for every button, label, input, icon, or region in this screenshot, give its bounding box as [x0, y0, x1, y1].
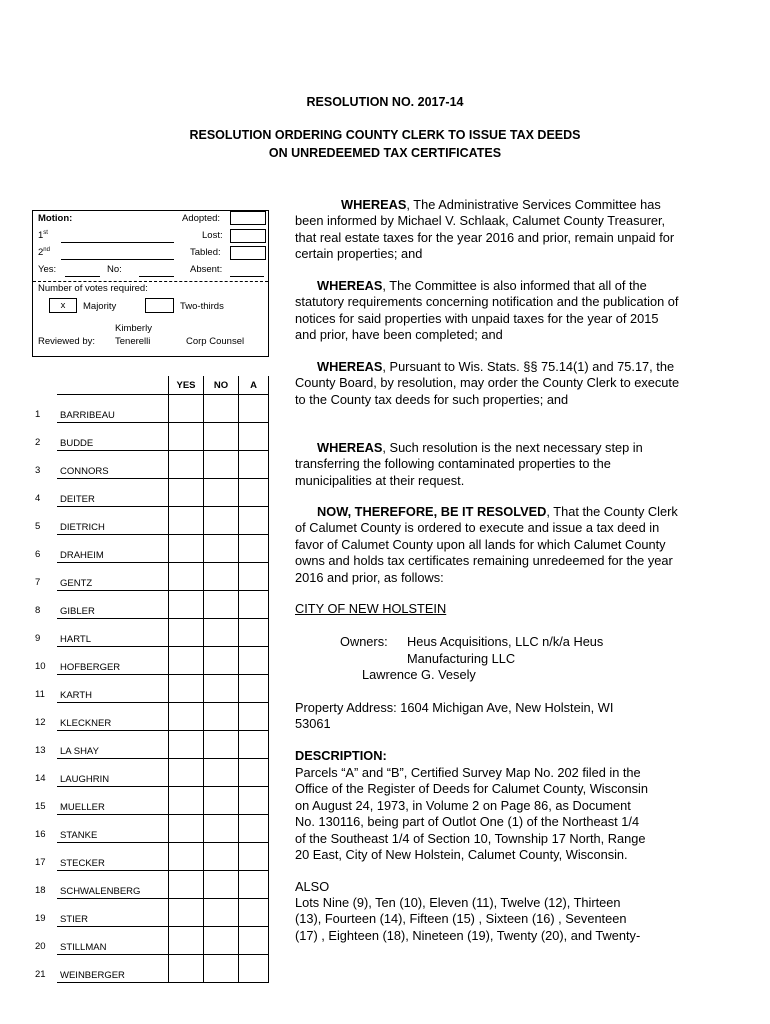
- also-text: Lots Nine (9), Ten (10), Eleven (11), Twelve (12), Thirteen (13), Fourteen (14), Fifteen (15) , Sixteen (16) , Seventeen (17) , Eighteen (18), Nineteen (19), Twenty (20), and Twenty-: [295, 895, 641, 943]
- absent-vote-cell[interactable]: [239, 619, 269, 647]
- member-name: BUDDE: [57, 438, 168, 451]
- adopted-label: Adopted:: [182, 213, 221, 224]
- absent-vote-cell[interactable]: [239, 535, 269, 563]
- member-name: GIBLER: [57, 606, 168, 619]
- table-row: [33, 815, 269, 843]
- member-number: 9: [35, 632, 41, 644]
- absent-vote-cell[interactable]: [239, 563, 269, 591]
- member-name: CONNORS: [57, 466, 168, 479]
- no-vote-cell[interactable]: [204, 675, 239, 703]
- motion-divider: [33, 281, 268, 282]
- absent-vote-cell[interactable]: [239, 843, 269, 871]
- member-name: HARTL: [57, 634, 168, 647]
- yes-vote-cell[interactable]: [169, 843, 204, 871]
- description-heading: DESCRIPTION:: [295, 748, 387, 763]
- absent-vote-cell[interactable]: [239, 395, 269, 423]
- absent-vote-cell[interactable]: [239, 871, 269, 899]
- resolution-title-line2: ON UNREDEEMED TAX CERTIFICATES: [268, 146, 502, 160]
- yes-vote-cell[interactable]: [169, 675, 204, 703]
- yes-vote-cell[interactable]: [169, 647, 204, 675]
- reviewer-name-line2: Tenerelli: [115, 336, 151, 347]
- member-name: LAUGHRIN: [57, 774, 168, 787]
- table-row: [33, 675, 269, 703]
- member-number: 17: [35, 856, 46, 868]
- no-vote-cell[interactable]: [204, 451, 239, 479]
- yes-line[interactable]: [65, 276, 100, 277]
- no-vote-cell[interactable]: [204, 591, 239, 619]
- member-name: WEINBERGER: [57, 970, 168, 983]
- absent-vote-cell[interactable]: [239, 507, 269, 535]
- member-number: 20: [35, 940, 46, 952]
- member-number: 3: [35, 464, 41, 476]
- yes-vote-cell[interactable]: [169, 423, 204, 451]
- yes-vote-cell[interactable]: [169, 787, 204, 815]
- table-row: [33, 703, 269, 731]
- absent-vote-cell[interactable]: [239, 675, 269, 703]
- absent-vote-cell[interactable]: [239, 759, 269, 787]
- description-text: Parcels “A” and “B”, Certified Survey Map No. 202 filed in the Office of the Register of Deeds for Calumet County, Wisconsin on August 24, 1973, in Volume 2 on Page 86, as Document No. 130116, being part of Outlot One (1) of the Northeast 1/4 of the Southeast 1/4 of Section 10, Township 17 North, Range 20 East, City of New Holstein, Calumet County, Wisconsin.: [295, 765, 649, 863]
- member-number: 4: [35, 492, 41, 504]
- no-vote-cell[interactable]: [204, 927, 239, 955]
- no-vote-cell[interactable]: [204, 955, 239, 983]
- lost-label: Lost:: [202, 230, 223, 241]
- table-row: [33, 759, 269, 787]
- member-name-cell: [57, 815, 169, 843]
- yes-vote-cell[interactable]: [169, 619, 204, 647]
- member-number: 15: [35, 800, 46, 812]
- member-name: STECKER: [57, 858, 168, 871]
- also-heading: ALSO: [295, 879, 330, 894]
- no-vote-cell[interactable]: [204, 731, 239, 759]
- member-number: 8: [35, 604, 41, 616]
- yes-vote-cell[interactable]: [169, 871, 204, 899]
- yes-vote-cell[interactable]: [169, 395, 204, 423]
- member-name: LA SHAY: [57, 746, 168, 759]
- no-header: NO: [204, 376, 239, 395]
- resolution-number: RESOLUTION NO. 2017-14: [306, 95, 464, 109]
- member-name-cell: [57, 395, 169, 423]
- member-name-cell: [57, 563, 169, 591]
- owners-label: Owners:: [340, 634, 388, 649]
- absent-line[interactable]: [230, 276, 264, 277]
- no-vote-cell[interactable]: [204, 759, 239, 787]
- absent-vote-cell[interactable]: [239, 647, 269, 675]
- member-number: 11: [35, 688, 45, 700]
- table-row: [33, 927, 269, 955]
- table-row: [33, 507, 269, 535]
- member-number: 7: [35, 576, 41, 588]
- member-name: DRAHEIM: [57, 550, 168, 563]
- member-number: 19: [35, 912, 46, 924]
- member-name-cell: [57, 619, 169, 647]
- yes-vote-cell[interactable]: [169, 731, 204, 759]
- yes-vote-cell[interactable]: [169, 703, 204, 731]
- member-number: 13: [35, 744, 46, 756]
- member-name-cell: [57, 787, 169, 815]
- member-name: SCHWALENBERG: [57, 886, 168, 899]
- corp-counsel-label: Corp Counsel: [186, 336, 245, 347]
- table-row: [33, 731, 269, 759]
- table-row: [33, 647, 269, 675]
- member-name-cell: [57, 871, 169, 899]
- table-row: [33, 423, 269, 451]
- member-name: GENTZ: [57, 578, 168, 591]
- yes-vote-cell[interactable]: [169, 899, 204, 927]
- member-name: MUELLER: [57, 802, 168, 815]
- first-line[interactable]: [61, 242, 174, 243]
- yes-vote-cell[interactable]: [169, 955, 204, 983]
- motion-box: [32, 210, 269, 357]
- member-name-cell: [57, 591, 169, 619]
- member-name: STANKE: [57, 830, 168, 843]
- member-name: KARTH: [57, 690, 168, 703]
- table-row: [33, 955, 269, 983]
- two-thirds-checkbox[interactable]: [145, 298, 174, 313]
- no-vote-cell[interactable]: [204, 563, 239, 591]
- city-heading: CITY OF NEW HOLSTEIN: [295, 601, 447, 616]
- absent-vote-cell[interactable]: [239, 479, 269, 507]
- vote-table: [33, 376, 269, 983]
- absent-header: A: [239, 376, 269, 395]
- member-name-cell: [57, 899, 169, 927]
- no-label: No:: [107, 264, 122, 275]
- table-row: [33, 619, 269, 647]
- table-row: [33, 843, 269, 871]
- owner-1-line2: Manufacturing LLC: [407, 651, 516, 666]
- second-line[interactable]: [61, 259, 174, 260]
- two-thirds-label: Two-thirds: [180, 301, 224, 312]
- absent-vote-cell[interactable]: [239, 423, 269, 451]
- yes-label: Yes:: [38, 264, 57, 275]
- no-vote-cell[interactable]: [204, 815, 239, 843]
- first-label: 1st: [38, 230, 48, 242]
- table-row: [33, 871, 269, 899]
- table-row: [33, 451, 269, 479]
- whereas-paragraph-3: WHEREAS, Pursuant to Wis. Stats. §§ 75.14(1) and 75.17, the County Board, by resolution, may order the County Clerk to execute to the County tax deeds for such properties; and: [295, 359, 680, 407]
- absent-vote-cell[interactable]: [239, 815, 269, 843]
- member-number: 1: [35, 408, 41, 420]
- member-name-cell: [57, 759, 169, 787]
- no-vote-cell[interactable]: [204, 423, 239, 451]
- absent-label: Absent:: [190, 264, 223, 275]
- member-name-cell: [57, 507, 169, 535]
- member-name-cell: [57, 703, 169, 731]
- no-vote-cell[interactable]: [204, 647, 239, 675]
- tabled-label: Tabled:: [190, 247, 221, 258]
- lost-field[interactable]: [230, 229, 266, 243]
- member-name-cell: [57, 535, 169, 563]
- member-name: STIER: [57, 914, 168, 927]
- owner-1-line1: Heus Acquisitions, LLC n/k/a Heus: [407, 634, 604, 649]
- resolved-paragraph: NOW, THEREFORE, BE IT RESOLVED, That the County Clerk of Calumet County is ordered to execute and issue a tax deed in favor of Calumet County upon all lands for which Calumet County owns and holds tax certificates remaining unredeemed for the year 2016 and prior, as follows:: [295, 504, 678, 585]
- whereas-paragraph-4: WHEREAS, Such resolution is the next necessary step in transferring the following contaminated properties to the municipalities at their request.: [295, 440, 643, 488]
- whereas-paragraph-1: WHEREAS, The Administrative Services Committee has been informed by Michael V. Schlaak, Calumet County Treasurer, that real estate taxes for the year 2016 and prior, remain unpaid for certain properties; and: [295, 197, 675, 262]
- member-number: 18: [35, 884, 46, 896]
- no-vote-cell[interactable]: [204, 899, 239, 927]
- member-number: 16: [35, 828, 46, 840]
- member-name-cell: [57, 675, 169, 703]
- yes-vote-cell[interactable]: [169, 479, 204, 507]
- absent-vote-cell[interactable]: [239, 703, 269, 731]
- yes-vote-cell[interactable]: [169, 815, 204, 843]
- absent-vote-cell[interactable]: [239, 451, 269, 479]
- member-name: DEITER: [57, 494, 168, 507]
- yes-vote-cell[interactable]: [169, 759, 204, 787]
- yes-header: YES: [169, 376, 204, 395]
- no-vote-cell[interactable]: [204, 395, 239, 423]
- table-row: [33, 899, 269, 927]
- member-number: 5: [35, 520, 41, 532]
- adopted-field[interactable]: [230, 211, 266, 225]
- second-label: 2nd: [38, 247, 50, 259]
- member-name-cell: [57, 731, 169, 759]
- member-name-cell: [57, 927, 169, 955]
- votes-required-label: Number of votes required:: [38, 283, 148, 294]
- member-name: KLECKNER: [57, 718, 168, 731]
- no-vote-cell[interactable]: [204, 507, 239, 535]
- yes-vote-cell[interactable]: [169, 591, 204, 619]
- member-name-cell: [57, 955, 169, 983]
- member-number: 12: [35, 716, 46, 728]
- absent-vote-cell[interactable]: [239, 787, 269, 815]
- property-address-line2: 53061: [295, 716, 331, 731]
- reviewed-by-label: Reviewed by:: [38, 336, 96, 347]
- no-vote-cell[interactable]: [204, 843, 239, 871]
- member-name-cell: [57, 843, 169, 871]
- member-name: BARRIBEAU: [57, 410, 168, 423]
- member-number: 14: [35, 772, 46, 784]
- no-line[interactable]: [139, 276, 174, 277]
- member-name-cell: [57, 479, 169, 507]
- tabled-field[interactable]: [230, 246, 266, 260]
- member-name-cell: [57, 423, 169, 451]
- no-vote-cell[interactable]: [204, 619, 239, 647]
- yes-vote-cell[interactable]: [169, 563, 204, 591]
- absent-vote-cell[interactable]: [239, 927, 269, 955]
- no-vote-cell[interactable]: [204, 479, 239, 507]
- member-number: 6: [35, 548, 41, 560]
- yes-vote-cell[interactable]: [169, 927, 204, 955]
- table-row: [33, 591, 269, 619]
- reviewer-name-line1: Kimberly: [115, 323, 152, 334]
- member-number: 21: [35, 968, 46, 980]
- no-vote-cell[interactable]: [204, 703, 239, 731]
- no-vote-cell[interactable]: [204, 535, 239, 563]
- no-vote-cell[interactable]: [204, 871, 239, 899]
- member-number: 2: [35, 436, 41, 448]
- owner-2: Lawrence G. Vesely: [362, 667, 476, 682]
- whereas-paragraph-2: WHEREAS, The Committee is also informed that all of the statutory requirements concerning notification and the publication of notices for said properties with unpaid taxes for the year of 2015 and prior, have been completed; and: [295, 278, 679, 343]
- table-row: [33, 787, 269, 815]
- property-address-line1: Property Address: 1604 Michigan Ave, New Holstein, WI: [295, 700, 614, 715]
- table-row: [33, 563, 269, 591]
- motion-label: Motion:: [38, 213, 73, 224]
- resolution-title-line1: RESOLUTION ORDERING COUNTY CLERK TO ISSUE TAX DEEDS: [189, 128, 581, 142]
- table-row: [33, 535, 269, 563]
- member-name-cell: [57, 647, 169, 675]
- table-row: [33, 479, 269, 507]
- member-name: DIETRICH: [57, 522, 168, 535]
- member-name: STILLMAN: [57, 942, 168, 955]
- majority-label: Majority: [83, 301, 117, 312]
- no-vote-cell[interactable]: [204, 787, 239, 815]
- table-row: [33, 395, 269, 423]
- absent-vote-cell[interactable]: [239, 899, 269, 927]
- absent-vote-cell[interactable]: [239, 955, 269, 983]
- majority-checkbox[interactable]: x: [49, 298, 77, 313]
- yes-vote-cell[interactable]: [169, 535, 204, 563]
- absent-vote-cell[interactable]: [239, 591, 269, 619]
- yes-vote-cell[interactable]: [169, 451, 204, 479]
- member-name: HOFBERGER: [57, 662, 168, 675]
- absent-vote-cell[interactable]: [239, 731, 269, 759]
- member-name-cell: [57, 451, 169, 479]
- yes-vote-cell[interactable]: [169, 507, 204, 535]
- member-number: 10: [35, 660, 46, 672]
